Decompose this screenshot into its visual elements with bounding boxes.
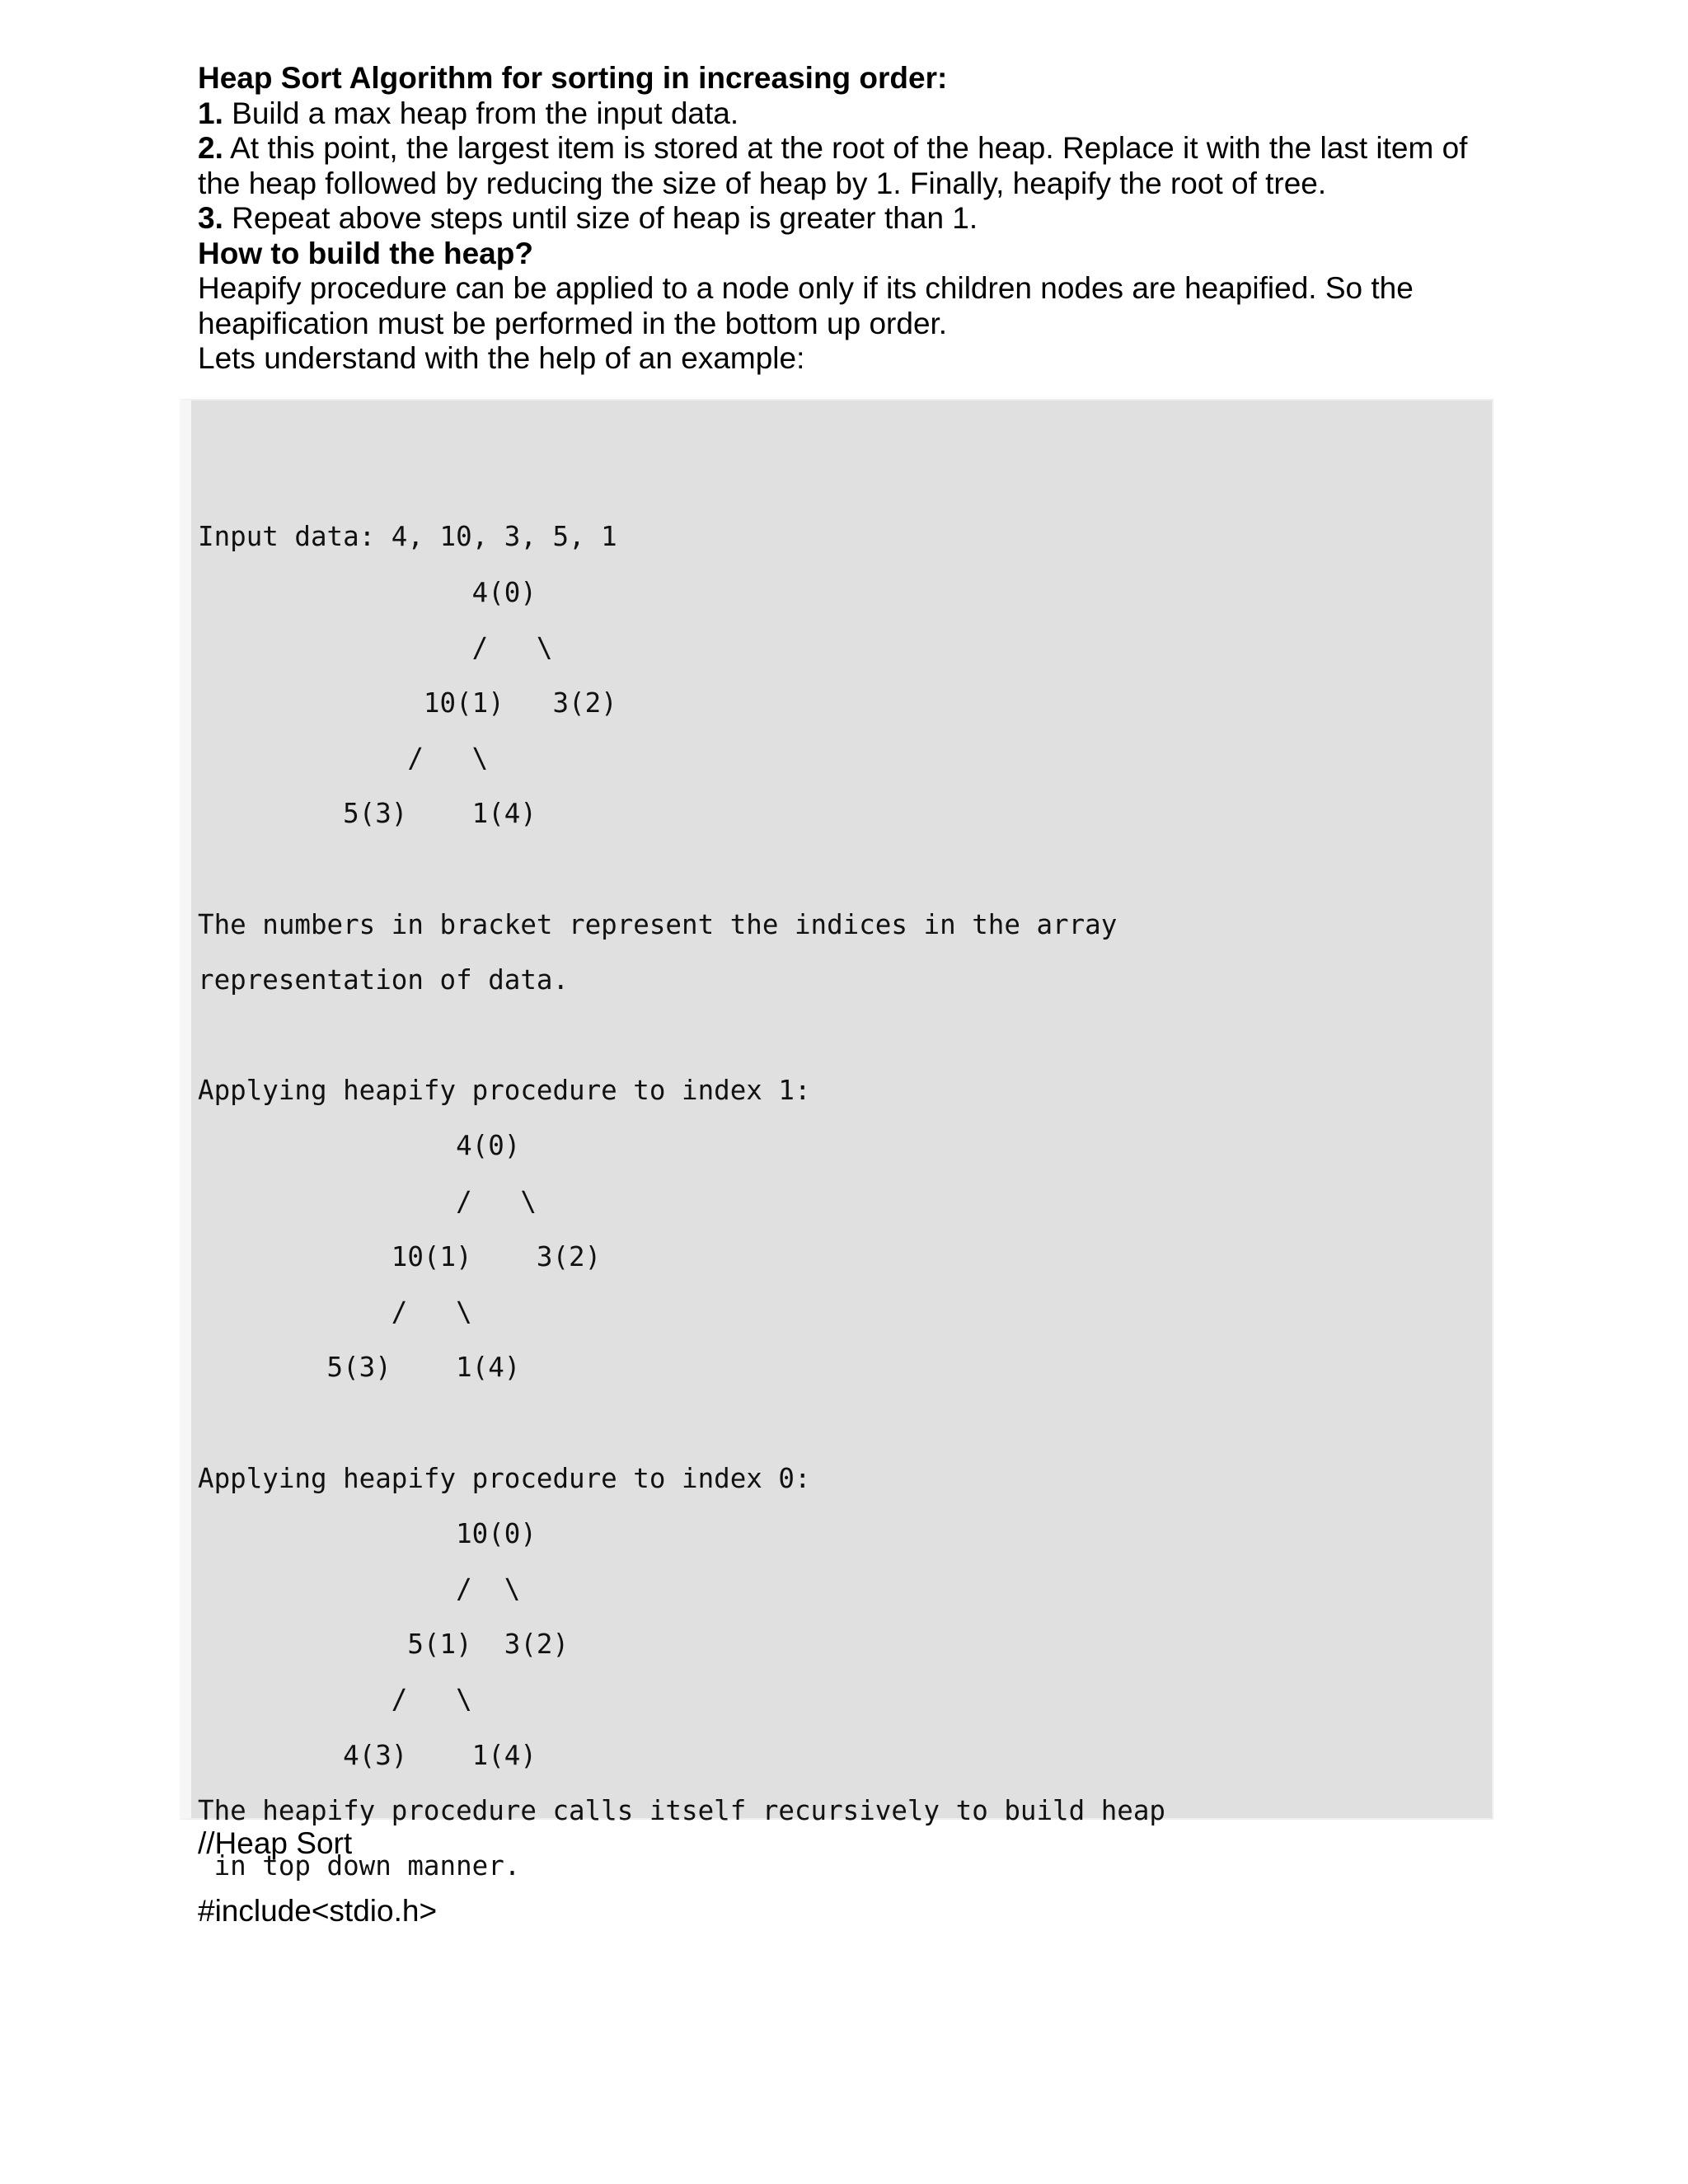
- step-3: [198, 201, 1500, 237]
- code-line: representation of data.: [198, 963, 570, 996]
- document-title: Heap Sort Algorithm for sorting in increasing order:: [198, 61, 948, 95]
- intro-text: [198, 61, 1500, 377]
- step-number: 1.: [198, 96, 223, 130]
- code-line: Applying heapify procedure to index 1:: [198, 1075, 811, 1107]
- code-line: [198, 1008, 1165, 1063]
- code-line: 10(1) 3(2): [198, 1240, 602, 1272]
- code-line: The numbers in bracket represent the indices in the array: [198, 908, 1118, 940]
- paragraph-line: Lets understand with the help of an example:: [198, 341, 805, 375]
- code-line: [198, 1395, 1165, 1451]
- code-line: 10(1) 3(2): [198, 687, 617, 719]
- include-directive: #include<stdio.h>: [198, 1894, 438, 1928]
- code-line: / \: [198, 1572, 521, 1605]
- step-2-continued: [198, 166, 1500, 202]
- step-1: [198, 96, 1500, 132]
- step-number: 2.: [198, 131, 223, 165]
- paragraph-line: Heapify procedure can be applied to a node only if its children nodes are heapified. So the: [198, 271, 1414, 305]
- code-line: 5(3) 1(4): [198, 798, 537, 830]
- code-line: 4(3) 1(4): [198, 1739, 537, 1771]
- code-line: / \: [198, 1296, 472, 1329]
- code-line: 4(0): [198, 576, 537, 608]
- code-line: 5(1) 3(2): [198, 1629, 570, 1661]
- code-block: [198, 399, 1165, 1949]
- code-line: / \: [198, 743, 489, 775]
- code-line: in top down manner.: [198, 1849, 521, 1882]
- code-line: 10(0): [198, 1517, 537, 1549]
- paragraph-line: heapification must be performed in the bottom up order.: [198, 306, 948, 340]
- code-line: Applying heapify procedure to index 0:: [198, 1462, 811, 1494]
- step-2: [198, 131, 1500, 166]
- code-line: Input data: 4, 10, 3, 5, 1: [198, 521, 617, 553]
- code-line: / \: [198, 1185, 537, 1217]
- code-comment: //Heap Sort: [198, 1826, 353, 1860]
- code-line: 5(3) 1(4): [198, 1352, 521, 1384]
- step-text: the heap followed by reducing the size of heap by 1. Finally, heapify the root of tree.: [198, 166, 1327, 200]
- step-text: Build a max heap from the input data.: [223, 96, 739, 130]
- code-line: The heapify procedure calls itself recursively to build heap: [198, 1794, 1165, 1826]
- step-number: 3.: [198, 201, 223, 235]
- code-line: / \: [198, 631, 553, 663]
- code-line: [198, 842, 1165, 898]
- code-line: / \: [198, 1684, 472, 1716]
- step-text: At this point, the largest item is stored at the root of the heap. Replace it with the last item of: [223, 131, 1468, 165]
- code-line: 4(0): [198, 1130, 521, 1162]
- subheading: How to build the heap?: [198, 236, 533, 270]
- step-text: Repeat above steps until size of heap is greater than 1.: [223, 201, 978, 235]
